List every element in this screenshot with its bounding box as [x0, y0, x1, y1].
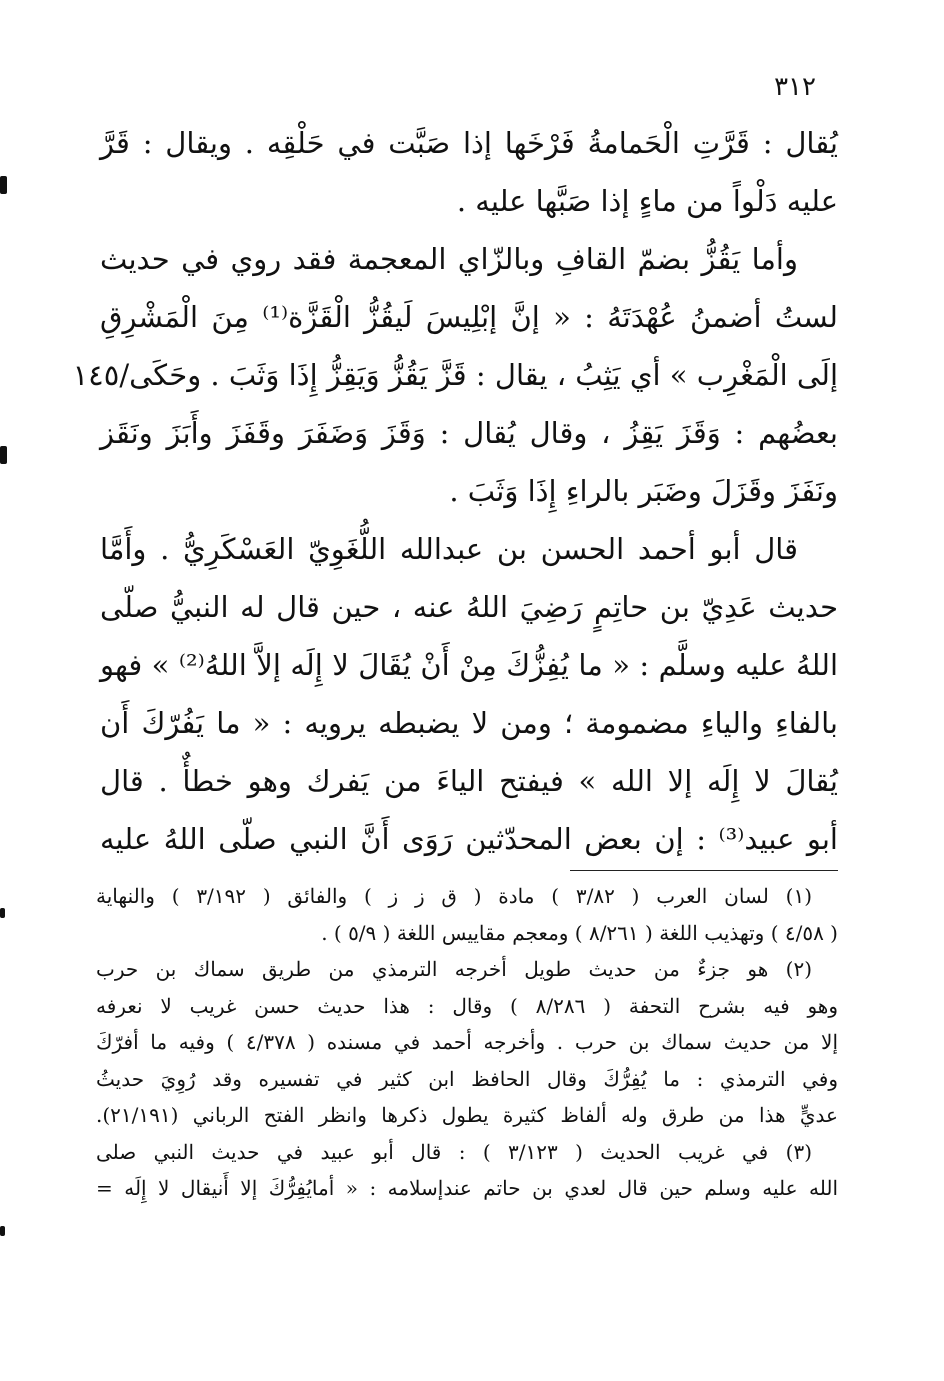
main-line: لستُ أضمنُ عُهْدَتَهُ : « إنَّ إبْلِيسَ لَيقُزُّ الْقَزَّة⁽¹⁾ مِنَ الْمَشْرِقِ — [100, 300, 839, 334]
main-line: بالفاءِ والياءِ مضمومة ؛ ومن لا يضبطه يرويه : « ما يَفُرّكَ أَن — [100, 706, 838, 740]
scan-margin-mark — [0, 908, 5, 918]
main-line: ونَفَزَ وقَزَلَ وضَبَر بالراءِ إِذَا وَثَبَ . — [449, 474, 838, 508]
footnote-line: الله عليه وسلم حين قال لعدي بن حاتم عندإسلامه : « أمايُفِرُّكَ إلا أَنيقال لا إِلَه = — [96, 1176, 838, 1200]
main-line: عليه دَلْواً من ماءٍ إذا صَبَّها عليه . — [456, 184, 838, 218]
footnote-line: (١) لسان العرب ( ٣/٨٢ ) مادة ( ق ز ز ) والفائق ( ٣/١٩٢ ) والنهاية — [96, 884, 812, 908]
main-line: قال أبو أحمد الحسن بن عبدالله اللُّغَوِيّ العَسْكَرِيُّ . وأَمَّا — [100, 532, 798, 566]
main-line: وأما يَقُزُّ بضمّ القافِ وبالزّاي المعجمة فقد روي في حديث — [100, 242, 798, 276]
footnote-line: ( ٤/٥٨ ) وتهذيب اللغة ( ٨/٢٦١ ) ومعجم مقاييس اللغة ( ٥/٩ ) . — [321, 920, 838, 945]
main-line: أبو عبيد⁽³⁾ : إن بعض المحدّثين رَوَى أَنَّ النبي صلّى اللهُ عليه — [100, 822, 838, 856]
main-text — [72, 114, 839, 868]
footnote-line: إلا من حديث سماك بن حرب . وأخرجه أحمد في مسنده ( ٤/٣٧٨ ) وفيه ما أفرّكَ — [96, 1030, 838, 1054]
footnote-line: عديٍّ هذا من طرق وله ألفاظ كثيرة يطول ذكرها وانظر الفتح الرباني (٢١/١٩١). — [96, 1103, 838, 1127]
main-line: إلَى الْمَغْرِب » أي يَثِبُ ، يقال : قَزَّ يَقُزُّ وَيَقِزُّ إِذَا وَثَبَ . وحَكَى/١٤٥ — [72, 358, 838, 392]
footnote-line: وفي الترمذي : ما يُفِرُّكَ وقال الحافظ ابن كثير في تفسيره وقد رُوِيَ حديثُ — [96, 1066, 838, 1091]
main-line: يُقالَ لا إِلَه إلا الله » فيفتح الياءَ من يَفرك وهو خطأٌ . قال — [100, 764, 838, 798]
scan-margin-mark — [0, 1226, 5, 1236]
footnote-line: (٢) هو جزءٌ من حديث طويل أخرجه الترمذي من طريق سماك بن حرب — [96, 957, 812, 981]
footnote-divider — [570, 870, 838, 871]
main-line: يُقال : قَرَّتِ الْحَمامةُ فَرْخَها إذا صَبَّت في حَلْقِه . ويقال : قَرَّ — [100, 126, 838, 160]
page-number: ٣١٢ — [774, 72, 816, 102]
scan-margin-mark — [0, 176, 7, 194]
footnotes — [96, 878, 838, 1207]
main-line: بعضُهم : وَقَزَ يَقِزُ ، وقال يُقال : وَقَزَ وَضَفَرَ وقَفَزَ وأَبَزَ ونَقَز — [100, 416, 838, 450]
scan-margin-mark — [0, 446, 7, 464]
main-line: حديث عَدِيّ بن حاتِمٍ رَضِيَ اللهُ عنه ، حين قال له النبيُّ صلّى — [100, 590, 838, 624]
footnote-line: (٣) في غريب الحديث ( ٣/١٢٣ ) : قال أبو عبيد في حديث النبي صلى — [96, 1139, 812, 1164]
main-line: اللهُ عليه وسلَّم : « ما يُفِزُّكَ مِنْ أَنْ يُقَالَ لا إِلَه إلاَّ اللهُ⁽²⁾ » فهو — [100, 648, 839, 682]
footnote-line: وهو فيه بشرح التحفة ( ٨/٢٨٦ ) وقال : هذا حديث حسن غريب لا نعرفه — [96, 993, 839, 1018]
